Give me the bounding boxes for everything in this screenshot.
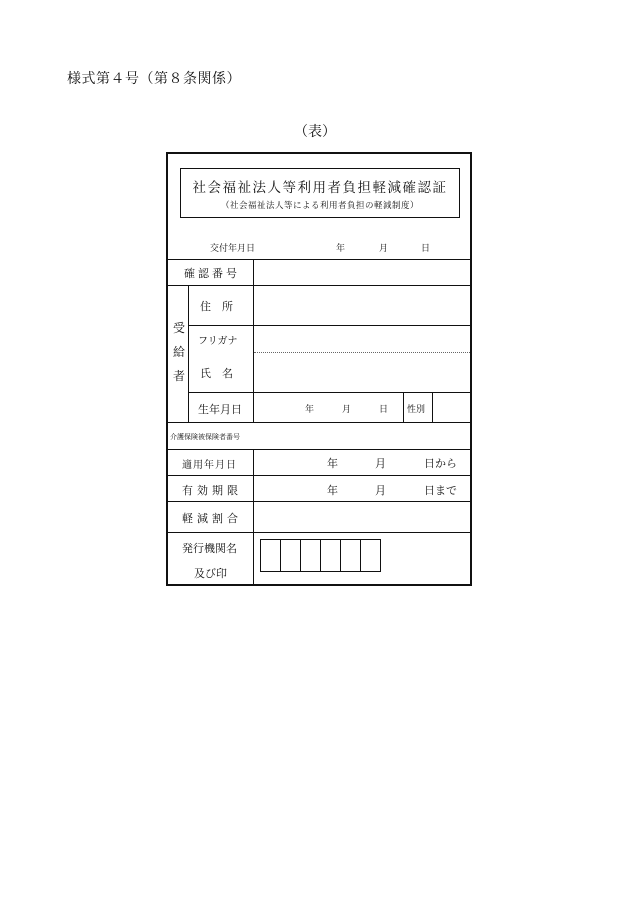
- divider: [168, 501, 470, 502]
- furigana-label: フリガナ: [198, 336, 238, 347]
- divider: [168, 475, 470, 476]
- issue-year-unit: 年: [336, 244, 346, 254]
- divider: [253, 449, 254, 584]
- recipient-label: 受 給 者: [172, 321, 185, 383]
- birth-day-unit: 日: [379, 405, 389, 415]
- issuer-number-cell: [320, 539, 341, 572]
- name-label: 氏 名: [200, 367, 233, 380]
- effective-year-unit: 年: [327, 457, 338, 470]
- validity-label: 有効期限: [182, 484, 242, 497]
- divider: [168, 285, 470, 286]
- issuer-number-cell: [300, 539, 321, 572]
- divider: [168, 422, 470, 423]
- issuer-number-cell: [280, 539, 301, 572]
- issue-month-unit: 月: [379, 244, 389, 254]
- confirmation-number-label: 確認番号: [184, 267, 240, 280]
- divider: [168, 259, 470, 260]
- issuer-number-cell: [260, 539, 281, 572]
- form-number: 様式第４号（第８条関係）: [67, 71, 241, 87]
- effective-month-unit: 月: [375, 457, 386, 470]
- confirmation-card: [166, 152, 472, 586]
- validity-month-unit: 月: [375, 484, 386, 497]
- divider: [403, 392, 404, 423]
- gender-label: 性別: [407, 405, 426, 415]
- issuer-number-cell: [340, 539, 361, 572]
- dotted-divider: [254, 352, 470, 353]
- divider: [188, 285, 189, 423]
- issue-day-unit: 日: [421, 244, 431, 254]
- birthdate-label: 生年月日: [198, 403, 242, 416]
- issuer-name-label: 発行機関名: [182, 542, 237, 555]
- effective-day-from: 日から: [424, 457, 457, 470]
- insured-number-label: 介護保険被保険者番号: [170, 433, 240, 441]
- address-label: 住 所: [200, 300, 233, 313]
- divider: [432, 392, 433, 423]
- effective-date-label: 適用年月日: [182, 460, 237, 471]
- issuer-number-cell: [360, 539, 381, 572]
- reduction-rate-label: 軽減割合: [182, 512, 242, 525]
- validity-day-until: 日まで: [424, 484, 457, 497]
- card-subtitle: （社会福祉法人等による利用者負担の軽減制度）: [220, 201, 419, 211]
- issue-date-label: 交付年月日: [210, 244, 256, 254]
- card-title: 社会福祉法人等利用者負担軽減確認証: [192, 180, 448, 196]
- divider: [168, 449, 470, 450]
- divider: [253, 259, 254, 423]
- side-label: （表）: [294, 124, 336, 140]
- birth-month-unit: 月: [342, 405, 352, 415]
- birth-year-unit: 年: [305, 405, 315, 415]
- card-title-box: [180, 168, 460, 218]
- divider: [168, 532, 470, 533]
- issuer-seal-label: 及び印: [194, 567, 227, 580]
- divider: [188, 325, 470, 326]
- divider: [188, 392, 470, 393]
- validity-year-unit: 年: [327, 484, 338, 497]
- issuer-number-cells: [260, 539, 381, 572]
